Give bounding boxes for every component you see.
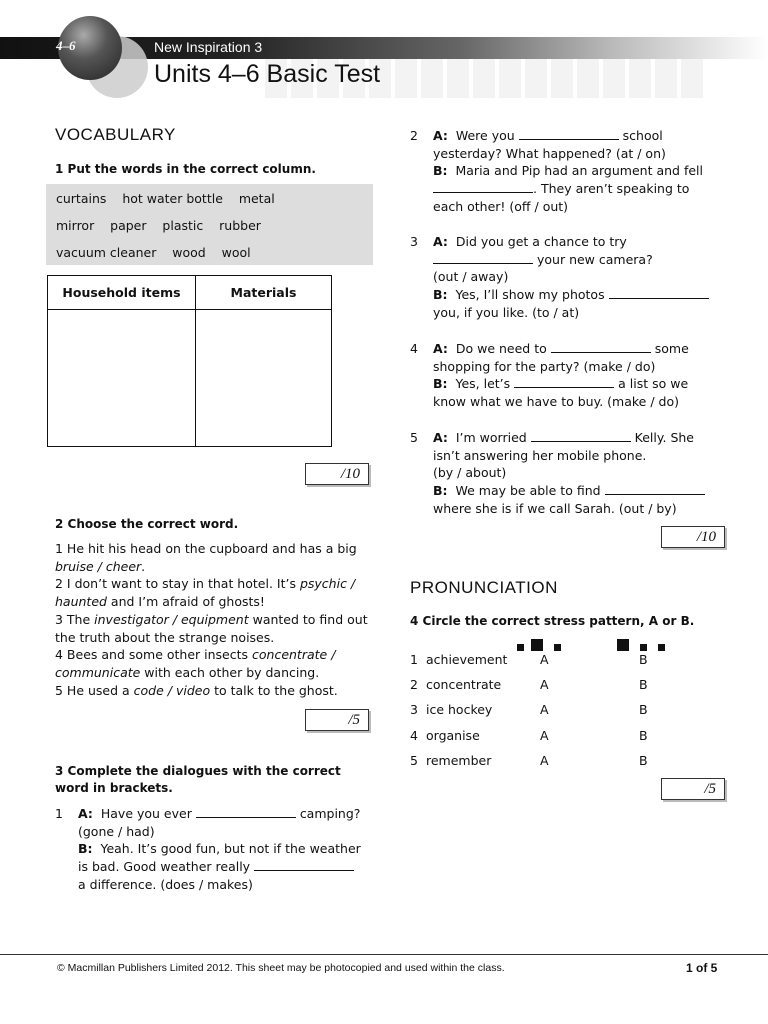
page-number: 1 of 5 bbox=[686, 961, 718, 975]
option-b[interactable]: B bbox=[639, 702, 648, 717]
ex2-item-5: 5 He used a code / video to talk to the ghost. bbox=[55, 682, 338, 698]
stress-row-1: 1 achievement A B bbox=[410, 652, 648, 667]
word: metal bbox=[238, 191, 275, 206]
dialogue-5: 5 A: I’m worried Kelly. She isn’t answering her mobile phone. (by / about) B: We may be able to find where she is if we call Sarah. (out / by) bbox=[410, 429, 730, 518]
ex3-instruction: 3 Complete the dialogues with the correct word in brackets. bbox=[55, 764, 341, 795]
dialogue-4: 4 A: Do we need to some shopping for the party? (make / do) B: Yes, let’s a list so we know what we have to buy. (make / do) bbox=[410, 341, 689, 410]
word: plastic bbox=[162, 218, 204, 233]
dialogue-3: 3 A: Did you get a chance to try your new camera? (out / away) B: Yes, I’ll show my photos you, if you like. (to / at) bbox=[410, 233, 730, 322]
footer-divider bbox=[0, 954, 768, 955]
answer-blank[interactable] bbox=[531, 429, 631, 442]
choice[interactable]: investigator / equipment bbox=[94, 611, 249, 627]
choice[interactable]: concentrate / communicate bbox=[55, 647, 336, 680]
option-b[interactable]: B bbox=[639, 652, 648, 667]
word: wood bbox=[172, 245, 206, 260]
ex2-instruction: 2 Choose the correct word. bbox=[55, 517, 239, 531]
stress-row-3: 3 ice hockey A B bbox=[410, 702, 648, 717]
option-a[interactable]: A bbox=[540, 677, 549, 692]
ex3-score-box: /10 bbox=[661, 526, 725, 548]
stress-row-5: 5 remember A B bbox=[410, 753, 648, 768]
dialogue-1: 1 A: Have you ever camping? (gone / had) B: Yeah. It’s good fun, but not if the weather is bad. Good weather really a difference. (does / makes) bbox=[55, 806, 361, 892]
choice[interactable]: bruise / cheer bbox=[55, 558, 142, 574]
option-b[interactable]: B bbox=[639, 753, 648, 768]
option-b[interactable]: B bbox=[639, 677, 648, 692]
word-row-3 bbox=[56, 244, 251, 262]
ex2-item-4: 4 Bees and some other insects concentrate / communicate with each other by dancing. bbox=[55, 647, 336, 680]
pronunciation-heading: PRONUNCIATION bbox=[410, 578, 558, 597]
word-box bbox=[46, 184, 373, 265]
dialogue-2: 2 A: Were you school yesterday? What happened? (at / on) B: Maria and Pip had an argument and fell . They aren’t speaking to each other! (off / out) bbox=[410, 128, 703, 214]
ex1-instruction: 1 Put the words in the correct column. bbox=[55, 162, 316, 176]
ex1-score-box: /10 bbox=[305, 463, 369, 485]
answer-blank[interactable] bbox=[433, 251, 533, 264]
answer-blank[interactable] bbox=[196, 805, 296, 818]
option-a[interactable]: A bbox=[540, 652, 549, 667]
series-name: New Inspiration 3 bbox=[154, 39, 263, 55]
answer-blank[interactable] bbox=[605, 482, 705, 495]
word-row-1 bbox=[56, 190, 275, 208]
col-household-items: Household items bbox=[48, 276, 196, 310]
ex2-item-1: 1 He hit his head on the cupboard and has a big bruise / cheer. bbox=[55, 541, 357, 574]
choice[interactable]: psychic / haunted bbox=[55, 576, 356, 610]
ex4-score-box: /5 bbox=[661, 778, 725, 800]
ex2-item-3: 3 The investigator / equipment wanted to find out the truth about the strange noises. bbox=[55, 611, 368, 645]
word: curtains bbox=[56, 191, 107, 206]
word: mirror bbox=[56, 218, 95, 233]
vocabulary-heading: VOCABULARY bbox=[55, 125, 176, 144]
option-a[interactable]: A bbox=[540, 702, 549, 717]
household-items-answer-cell[interactable] bbox=[48, 310, 196, 447]
answer-blank[interactable] bbox=[551, 340, 651, 353]
word: vacuum cleaner bbox=[56, 245, 157, 260]
materials-answer-cell[interactable] bbox=[196, 310, 332, 447]
col-materials: Materials bbox=[196, 276, 332, 310]
word-row-2 bbox=[56, 217, 261, 235]
answer-blank[interactable] bbox=[609, 286, 709, 299]
option-a[interactable]: A bbox=[540, 728, 549, 743]
unit-tag: 4–6 bbox=[56, 38, 76, 53]
option-a[interactable]: A bbox=[540, 753, 549, 768]
choice[interactable]: code / video bbox=[133, 682, 211, 698]
answer-blank[interactable] bbox=[519, 127, 619, 140]
ex4-instruction: 4 Circle the correct stress pattern, A or B. bbox=[410, 614, 695, 628]
word: wool bbox=[221, 245, 251, 260]
vocab-columns-table bbox=[47, 275, 332, 447]
answer-blank[interactable] bbox=[514, 375, 614, 388]
stress-row-2: 2 concentrate A B bbox=[410, 677, 648, 692]
page-title: Units 4–6 Basic Test bbox=[154, 60, 381, 88]
answer-blank[interactable] bbox=[433, 180, 533, 193]
ex2-items bbox=[55, 540, 370, 699]
option-b[interactable]: B bbox=[639, 728, 648, 743]
footer-copyright: © Macmillan Publishers Limited 2012. This sheet may be photocopied and used within the class. bbox=[57, 962, 505, 974]
ex2-score-box: /5 bbox=[305, 709, 369, 731]
answer-blank[interactable] bbox=[254, 858, 354, 871]
ex2-item-2: 2 I don’t want to stay in that hotel. It’s psychic / haunted and I’m afraid of ghosts! bbox=[55, 576, 356, 610]
word: paper bbox=[110, 218, 147, 233]
word: hot water bottle bbox=[122, 191, 223, 206]
word: rubber bbox=[219, 218, 261, 233]
stress-row-4: 4 organise A B bbox=[410, 728, 648, 743]
